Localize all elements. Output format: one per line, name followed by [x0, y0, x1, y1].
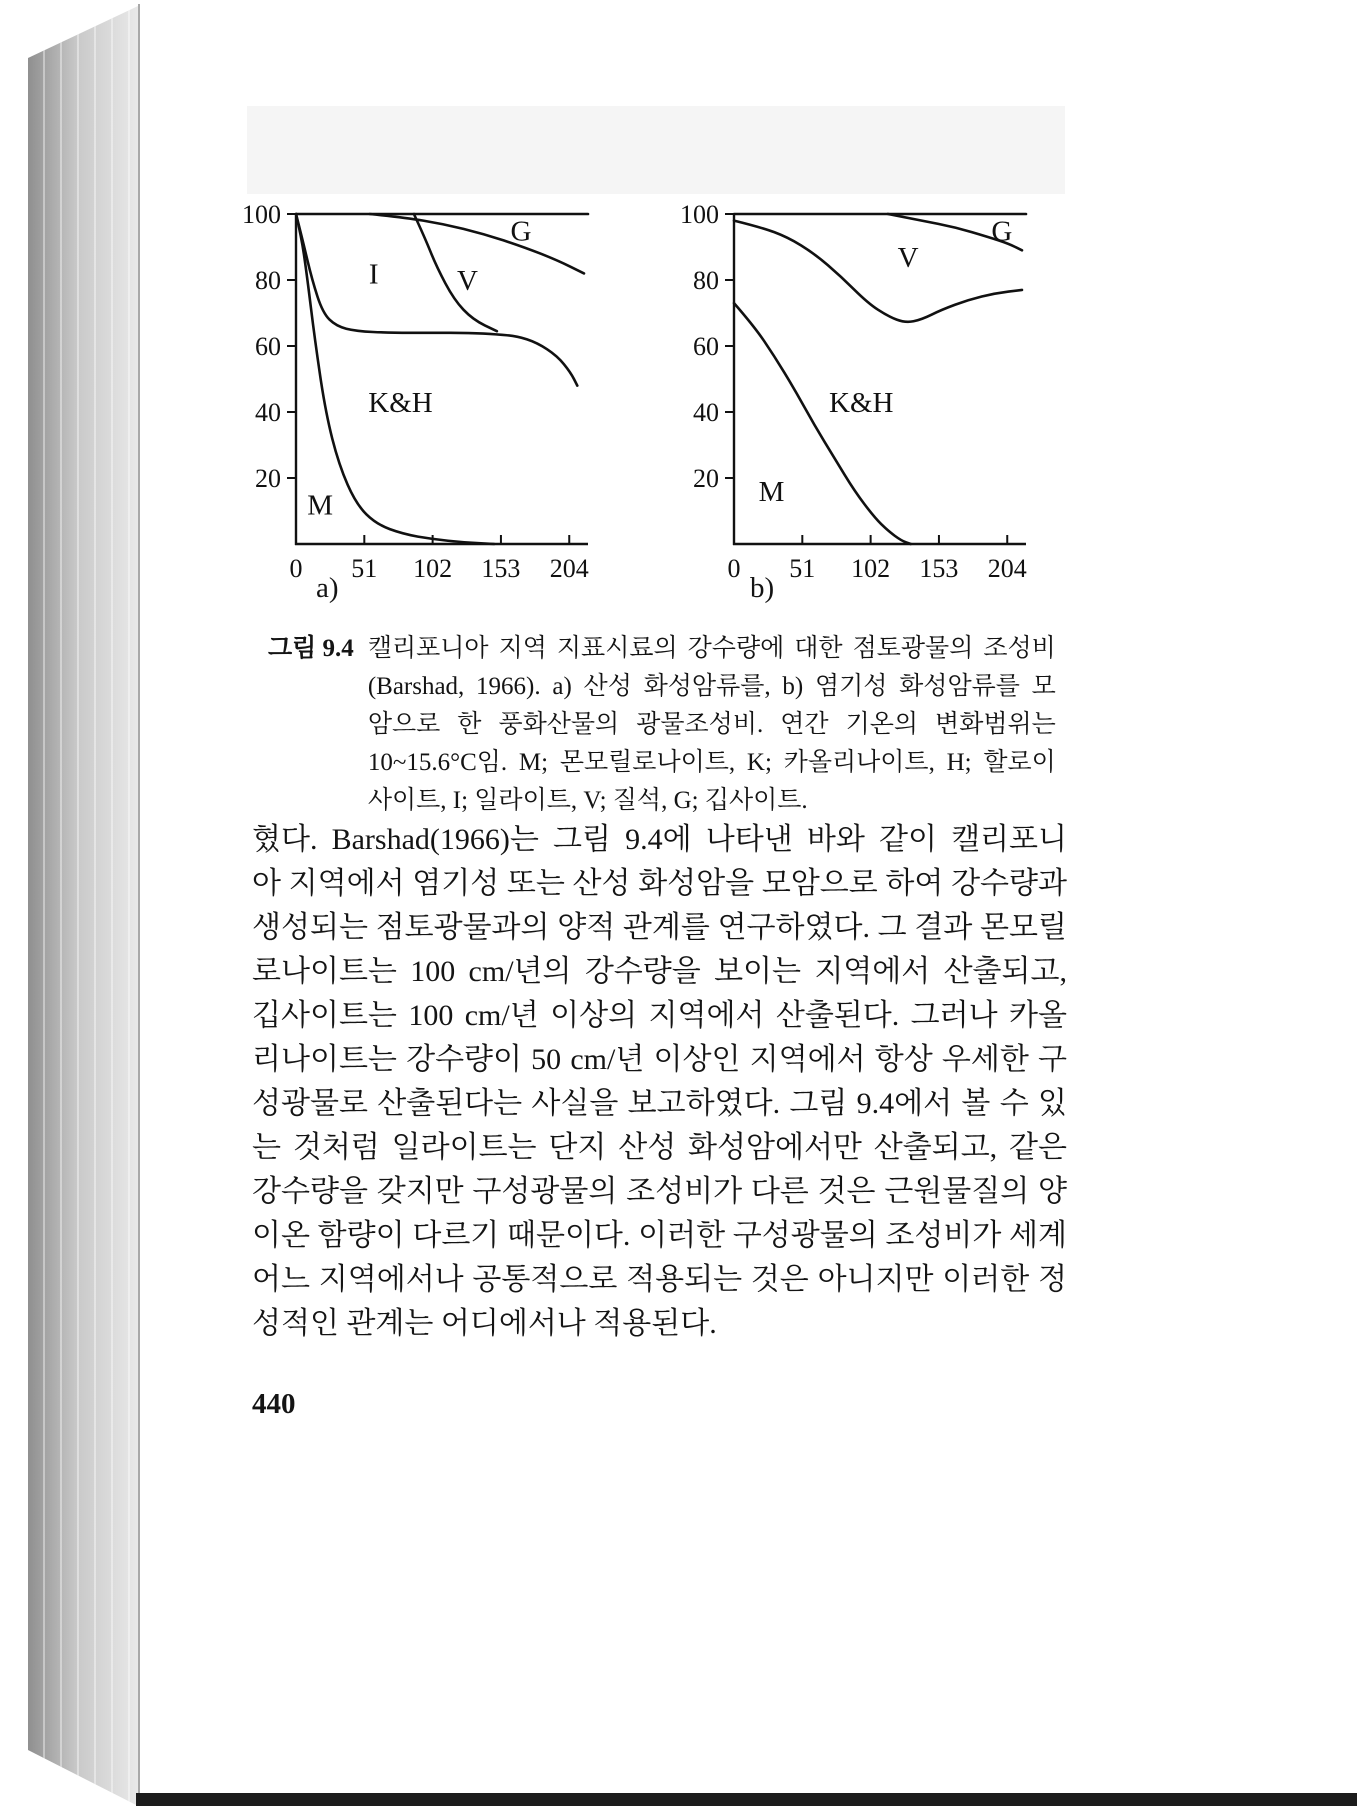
book-page-edge-left — [28, 0, 138, 1806]
caption-line: 캘리포니아 지역 지표시료의 강수량에 대한 점토광물의 조성비 — [367, 635, 1056, 662]
svg-text:80: 80 — [255, 266, 281, 295]
subfigure-label-a: a) — [316, 572, 339, 604]
svg-text:60: 60 — [255, 332, 281, 361]
svg-text:20: 20 — [693, 464, 719, 493]
svg-text:V: V — [456, 264, 478, 297]
caption-line: (Barshad, 1966). a) 산성 화성암류를, b) 염기성 화성암류를 모 — [367, 673, 1056, 700]
svg-text:102: 102 — [413, 554, 453, 583]
svg-text:102: 102 — [851, 554, 891, 583]
svg-text:60: 60 — [693, 332, 719, 361]
chart-b-basic-igneous — [668, 198, 1068, 612]
svg-text:40: 40 — [255, 398, 281, 427]
svg-text:0: 0 — [727, 554, 741, 583]
figure-caption-number: 그림 9.4 — [268, 635, 354, 662]
svg-text:100: 100 — [680, 200, 719, 229]
svg-text:40: 40 — [693, 398, 719, 427]
subfigure-label-b: b) — [750, 572, 775, 604]
svg-text:153: 153 — [481, 554, 521, 583]
svg-text:M: M — [307, 489, 334, 522]
svg-text:K&H: K&H — [368, 387, 433, 419]
body-line: 깁사이트는 100 cm/년 이상의 지역에서 산출된다. 그러나 카올 — [252, 999, 1067, 1032]
svg-text:0: 0 — [289, 554, 303, 583]
chart-a-acid-igneous — [230, 198, 630, 612]
svg-text:51: 51 — [351, 554, 378, 583]
svg-text:I: I — [368, 258, 379, 291]
svg-text:V: V — [897, 241, 919, 274]
svg-text:80: 80 — [693, 266, 719, 295]
body-line: 이온 함량이 다르기 때문이다. 이러한 구성광물의 조성비가 세계 — [252, 1219, 1067, 1252]
svg-text:153: 153 — [919, 554, 959, 583]
svg-text:204: 204 — [987, 554, 1027, 583]
body-line: 성광물로 산출된다는 사실을 보고하였다. 그림 9.4에서 볼 수 있 — [252, 1087, 1067, 1120]
svg-text:204: 204 — [549, 554, 589, 583]
body-line: 성적인 관계는 어디에서나 적용된다. — [252, 1307, 717, 1340]
body-line: 로나이트는 100 cm/년의 강수량을 보이는 지역에서 산출되고, — [252, 955, 1067, 988]
figure-caption-text — [368, 630, 1056, 820]
svg-text:M: M — [758, 476, 785, 509]
svg-text:G: G — [510, 215, 532, 248]
body-line: 생성되는 점토광물과의 양적 관계를 연구하였다. 그 결과 몬모릴 — [252, 911, 1067, 944]
body-line: 리나이트는 강수량이 50 cm/년 이상인 지역에서 항상 우세한 구 — [252, 1043, 1067, 1076]
body-line: 강수량을 갖지만 구성광물의 조성비가 다른 것은 근원물질의 양 — [252, 1175, 1067, 1208]
caption-line: 10~15.6°C임. M; 몬모릴로나이트, K; 카올리나이트, H; 할로이 — [367, 749, 1056, 776]
page-number: 440 — [252, 1388, 296, 1420]
svg-text:51: 51 — [789, 554, 816, 583]
book-bottom-edge — [136, 1793, 1357, 1806]
caption-line: 암으로 한 풍화산물의 광물조성비. 연간 기온의 변화범위는 — [367, 711, 1056, 738]
body-line: 는 것처럼 일라이트는 단지 산성 화성암에서만 산출되고, 같은 — [252, 1131, 1067, 1164]
caption-line: 사이트, I; 일라이트, V; 질석, G; 깁사이트. — [367, 787, 808, 814]
svg-text:100: 100 — [242, 200, 281, 229]
body-line: 어느 지역에서나 공통적으로 적용되는 것은 아니지만 이러한 정 — [252, 1263, 1067, 1296]
svg-text:K&H: K&H — [829, 387, 894, 419]
scan-shading — [247, 106, 1065, 194]
svg-text:20: 20 — [255, 464, 281, 493]
body-text — [252, 818, 1067, 1346]
svg-text:G: G — [991, 215, 1013, 248]
page-edge-divider — [138, 4, 140, 1806]
body-line: 혔다. Barshad(1966)는 그림 9.4에 나타낸 바와 같이 캘리포니 — [252, 823, 1067, 856]
figure-caption — [268, 630, 1056, 820]
body-line: 아 지역에서 염기성 또는 산성 화성암을 모암으로 하여 강수량과 — [252, 867, 1067, 900]
